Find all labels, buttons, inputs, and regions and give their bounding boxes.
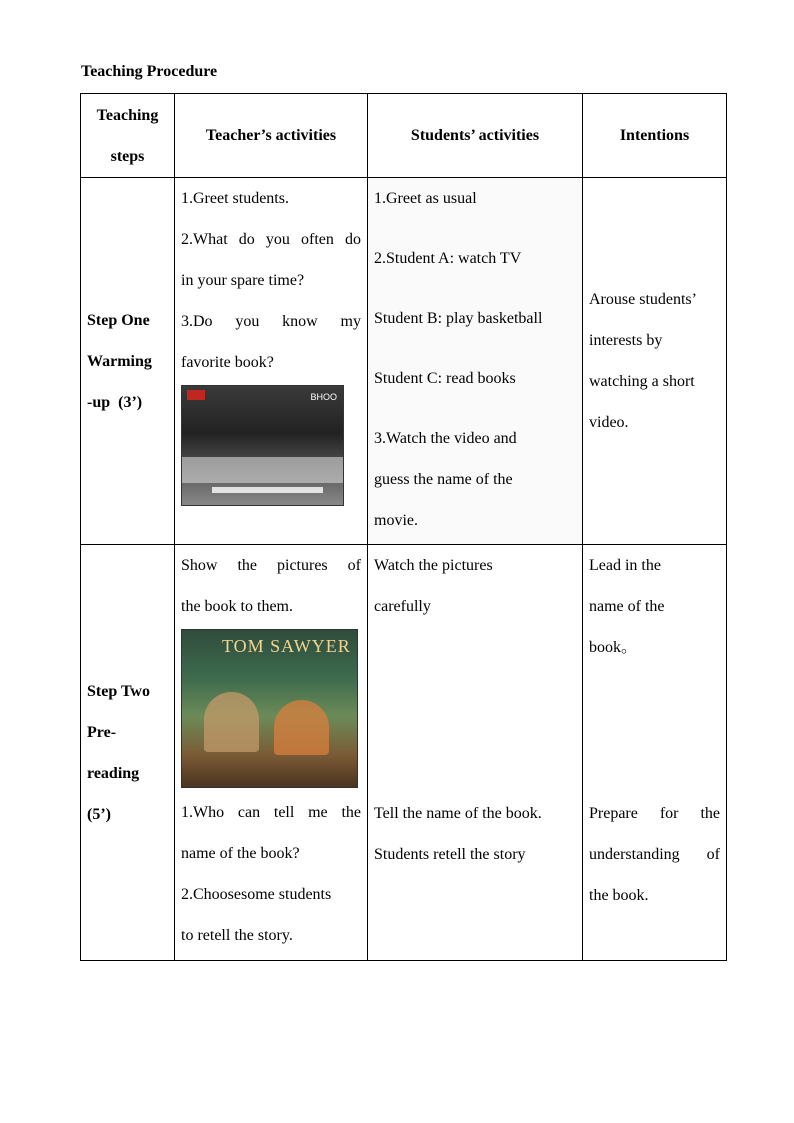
step-one-line3: -up (3’) [87, 393, 143, 411]
table-row-step-two [81, 545, 727, 961]
movie-still-image [181, 385, 344, 506]
teacher-text: 1.Greet students. [181, 190, 289, 207]
student-text: Student B: play basketball [374, 310, 543, 327]
step-one-line1: Step One [87, 311, 150, 329]
teacher-text: favorite book? [181, 354, 274, 371]
step-two-line2: Pre- [87, 723, 117, 741]
student-text: Student C: read books [374, 370, 516, 387]
table-row-step-one [81, 178, 727, 545]
step-two-line1: Step Two [87, 682, 150, 700]
student-text: 3.Watch the video and [374, 430, 517, 447]
step-two-students-cell [368, 545, 583, 961]
step-two-line3: reading [87, 764, 140, 782]
header-intentions: Intentions [583, 94, 727, 178]
teacher-text: 1.Who can tell me the [181, 804, 361, 821]
cover-figure-boy [204, 692, 259, 752]
header-steps-line1: Teaching [96, 106, 159, 124]
step-one-intentions-cell [583, 178, 727, 545]
teacher-text: 3.Do you know my [181, 313, 361, 330]
step-one-line2: Warming [87, 352, 152, 370]
step-one-cell [81, 178, 175, 545]
header-students-activities: Students’ activities [368, 94, 583, 178]
teacher-text: name of the book? [181, 845, 300, 862]
teaching-procedure-table [80, 93, 727, 961]
teacher-text: the book to them. [181, 598, 293, 615]
header-teacher-activities: Teacher’s activities [175, 94, 368, 178]
watermark-logo: BHOO [310, 392, 337, 402]
intention-text: video. [589, 414, 629, 431]
student-text: movie. [374, 512, 418, 529]
channel-logo-icon [187, 390, 205, 400]
student-text: Watch the pictures [374, 557, 493, 574]
step-two-teacher-cell [175, 545, 368, 961]
student-text: 2.Student A: watch TV [374, 250, 522, 267]
intention-text: understanding of [589, 846, 720, 863]
step-one-teacher-cell [175, 178, 368, 545]
intention-text: Lead in the [589, 557, 661, 574]
intention-text: Arouse students’ [589, 291, 697, 308]
book-cover-image [181, 629, 358, 788]
header-steps-line2: steps [110, 147, 145, 165]
step-two-intentions-cell [583, 545, 727, 961]
student-text: Students retell the story [374, 846, 526, 863]
teacher-text: 2.What do you often do [181, 231, 361, 248]
teacher-text: in your spare time? [181, 272, 305, 289]
teacher-text: 2.Choosesome students [181, 886, 332, 903]
teacher-text: Show the pictures of [181, 557, 361, 574]
teacher-text: to retell the story. [181, 927, 293, 944]
cover-figure-girl [274, 700, 329, 755]
intention-text: the book. [589, 887, 649, 904]
student-text: Tell the name of the book. [374, 805, 542, 822]
header-row [81, 94, 727, 178]
intention-text: watching a short [589, 373, 695, 390]
step-one-students-cell [368, 178, 583, 545]
image-scene-band [182, 457, 343, 483]
intention-text: interests by [589, 332, 663, 349]
intention-text: name of the [589, 598, 665, 615]
image-caption-strip [212, 487, 323, 493]
header-teaching-steps [81, 94, 175, 178]
student-text: guess the name of the [374, 471, 513, 488]
intention-text: book。 [589, 639, 638, 656]
document-title: Teaching Procedure [81, 63, 218, 80]
step-two-cell [81, 545, 175, 961]
student-text: 1.Greet as usual [374, 190, 477, 207]
step-two-line4: (5’) [87, 805, 111, 823]
intention-text: Prepare for the [589, 805, 720, 822]
cover-title: TOM SAWYER [222, 636, 351, 656]
student-text: carefully [374, 598, 431, 615]
